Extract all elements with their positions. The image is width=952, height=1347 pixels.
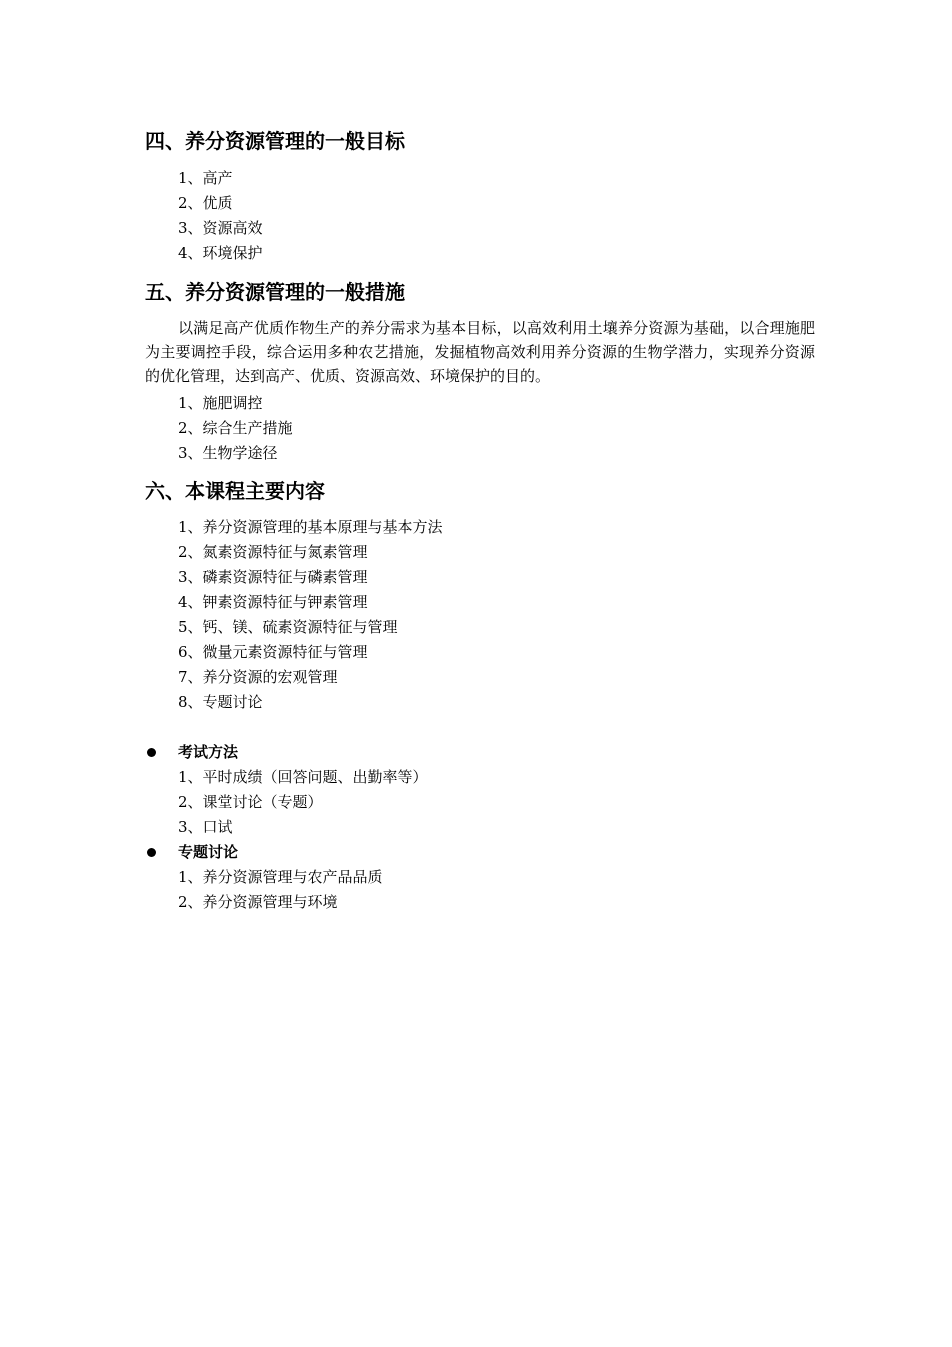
list-item: 3、生物学途径 [178,444,278,462]
topics-title: 专题讨论 [178,843,239,861]
list-item: 4、环境保护 [178,244,263,262]
list-item: 2、氮素资源特征与氮素管理 [178,543,368,561]
bullet-icon [147,748,156,757]
measures-paragraph: 以满足高产优质作物生产的养分需求为基本目标，以高效利用土壤养分资源为基础，以合理施肥为主要调控手段，综合运用多种农艺措施，发掘植物高效利用养分资源的生物学潜力，实现养分资源的优化管理，达到高产、优质、资源高效、环境保护的目的。 [145,319,815,385]
list-item: 8、专题讨论 [178,693,263,711]
topics-list [145,865,815,915]
measures-paragraph-wrap [145,316,815,388]
goals-list [145,166,815,266]
section-heading-goals: 四、养分资源管理的一般目标 [145,129,405,153]
topics-bullet-row [145,840,815,865]
list-item: 1、养分资源管理与农产品品质 [178,868,383,886]
list-item: 6、微量元素资源特征与管理 [178,643,368,661]
exam-title: 考试方法 [178,743,239,761]
list-item: 4、钾素资源特征与钾素管理 [178,593,368,611]
section-measures [145,279,815,305]
list-item: 3、资源高效 [178,219,263,237]
list-item: 7、养分资源的宏观管理 [178,668,338,686]
section-heading-measures: 五、养分资源管理的一般措施 [145,280,405,304]
list-item: 3、口试 [178,818,233,836]
exam-section [145,740,815,915]
measures-list-wrap [145,391,815,466]
list-item: 2、课堂讨论（专题） [178,793,323,811]
list-item: 3、磷素资源特征与磷素管理 [178,568,368,586]
list-item: 1、养分资源管理的基本原理与基本方法 [178,518,443,536]
list-item: 1、高产 [178,169,233,187]
goals-list-wrap [145,166,815,266]
section-heading-course-content: 六、本课程主要内容 [145,479,325,503]
list-item: 2、养分资源管理与环境 [178,893,338,911]
list-item: 1、平时成绩（回答问题、出勤率等） [178,768,428,786]
exam-list [145,765,815,840]
course-content-list [145,515,815,715]
exam-bullet-row [145,740,815,765]
section-goals [145,128,815,154]
bullet-icon [147,848,156,857]
list-item: 5、钙、镁、硫素资源特征与管理 [178,618,398,636]
section-course-content [145,478,815,504]
course-content-list-wrap [145,515,815,715]
list-item: 2、优质 [178,194,233,212]
list-item: 1、施肥调控 [178,394,263,412]
list-item: 2、综合生产措施 [178,419,293,437]
measures-list [145,391,815,466]
